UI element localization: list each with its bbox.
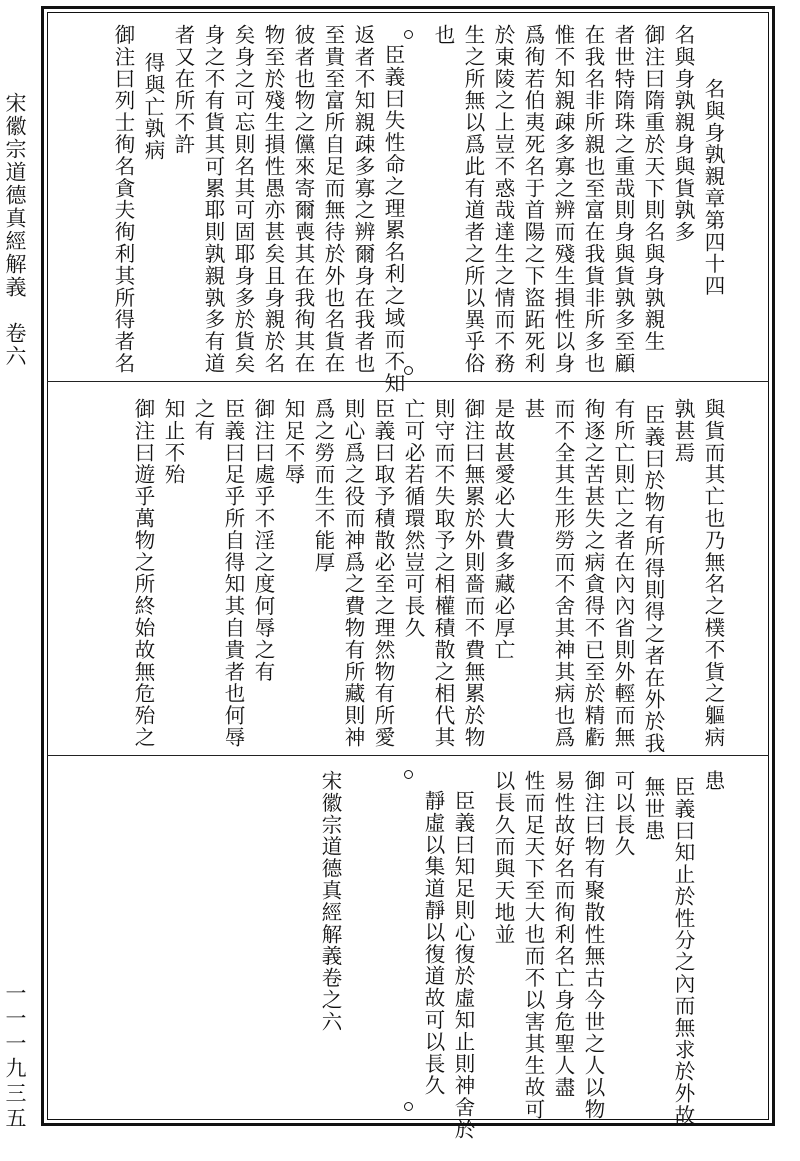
text-column: 臣義曰於物有所得則得之者在外於我: [641, 404, 665, 755]
paragraph-circle-mark: [404, 1102, 413, 1111]
text-column: 也: [431, 24, 455, 46]
text-column: 而不全其生形勞而不舍其神其病也爲: [551, 398, 575, 749]
text-column: 御注曰遊乎萬物之所終始故無危殆之: [131, 398, 155, 749]
text-column: 有所亡則亡之者在內內省則外輕而無: [611, 398, 635, 749]
text-column: 爲之勞而生不能厚: [311, 398, 335, 574]
text-column: 臣義曰知足則心復於虛知止則神舍於: [451, 790, 475, 1141]
text-column: 在我名非所親也至富在我貨非所多也: [581, 24, 605, 375]
text-column: 亡可必若循環然豈可長久: [401, 398, 425, 639]
text-column: 可以長久: [611, 770, 635, 858]
text-column: 者世特隋珠之重哉則身與貨孰多至顧: [611, 24, 635, 375]
text-column: 名與身孰親身與貨孰多: [671, 24, 695, 243]
text-column: 甚: [521, 398, 545, 420]
text-column: 惟不知親疎多寡之辨而殘生損性以身: [551, 24, 575, 375]
text-column: 爲徇若伯夷死名于首陽之下盜跖死利: [521, 24, 545, 375]
text-column: 矣身之可忘則名其可固耶身多於貨矣: [231, 24, 255, 375]
text-column: 物至於殘生損性愚亦甚矣且身親於名: [261, 24, 285, 375]
text-column: 御注曰列士徇名貪夫徇利其所得者名: [111, 24, 135, 375]
text-column: 之有: [191, 398, 215, 442]
text-column: 孰甚焉: [671, 398, 695, 464]
text-column: 返者不知親疎多寡之辨爾身在我者也: [351, 24, 375, 375]
band-divider-lower: [47, 755, 769, 756]
margin-page-number: 一一一九三五: [3, 982, 27, 1132]
text-column: 彼者也物之儻來寄爾喪其在我徇其在: [291, 24, 315, 375]
text-column: 御注曰無累於外則嗇而不費無累於物: [461, 398, 485, 749]
text-column: 則守而不失取予之相權積散之相代其: [431, 398, 455, 749]
paragraph-circle-mark: [404, 366, 413, 375]
text-column: 徇逐之苦甚失之病貪得不已至於精虧: [581, 398, 605, 749]
text-column: 於東陵之上豈不惑哉達生之情而不務: [491, 24, 515, 375]
text-column: 無世患: [641, 776, 665, 842]
text-column: 臣義曰知止於性分之內而無求於外故: [671, 776, 695, 1127]
text-column: 是故甚愛必大費多藏必厚亡: [491, 398, 515, 661]
text-column: 臣義曰取予積散必至之理然物有所愛: [371, 398, 395, 749]
paragraph-circle-mark: [404, 30, 413, 39]
text-column: 與貨而其亡也乃無名之樸不貨之軀病: [701, 398, 725, 749]
text-column: 御注曰處乎不淫之度何辱之有: [251, 398, 275, 683]
text-column: 臣義曰足乎所自得知其自貴者也何辱: [221, 398, 245, 749]
text-column: 名與身孰親章第四十四: [701, 78, 725, 297]
text-column: 御注曰物有聚散性無古今世之人以物: [581, 770, 605, 1121]
text-column: 得與亡孰病: [141, 52, 165, 162]
paragraph-circle-mark: [404, 770, 413, 779]
text-column: 知足不辱: [281, 398, 305, 486]
text-column: 靜虛以集道靜以復道故可以長久: [421, 790, 445, 1097]
text-column: 身之不有貨其可累耶則孰親孰多有道: [201, 24, 225, 375]
margin-book-title: 宋徽宗道德真經解義 卷六: [3, 92, 27, 368]
text-column: 生之所無以爲此有道者之所以異乎俗: [461, 24, 485, 375]
text-column: 者又在所不許: [171, 24, 195, 156]
text-column: 則心爲之役而神爲之費物有所藏則神: [341, 398, 365, 749]
text-column: 至貴至富所自足而無待於外也名貨在: [321, 24, 345, 375]
text-column: 易性故好名而徇利名亡身危聖人盡: [551, 770, 575, 1099]
band-divider-upper: [47, 381, 769, 382]
text-column: 以長久而與天地並: [491, 770, 515, 946]
text-column: 知止不殆: [161, 398, 185, 486]
text-column: 御注曰隋重於天下則名與身孰親生: [641, 24, 665, 353]
text-column: 性而足天下至大也而不以害其生故可: [521, 770, 545, 1121]
text-column: 臣義曰失性命之理累名利之域而不知: [381, 44, 405, 395]
text-column: 患: [701, 770, 725, 792]
chapter-end-title: 宋徽宗道德真經解義卷之六: [318, 770, 342, 1033]
